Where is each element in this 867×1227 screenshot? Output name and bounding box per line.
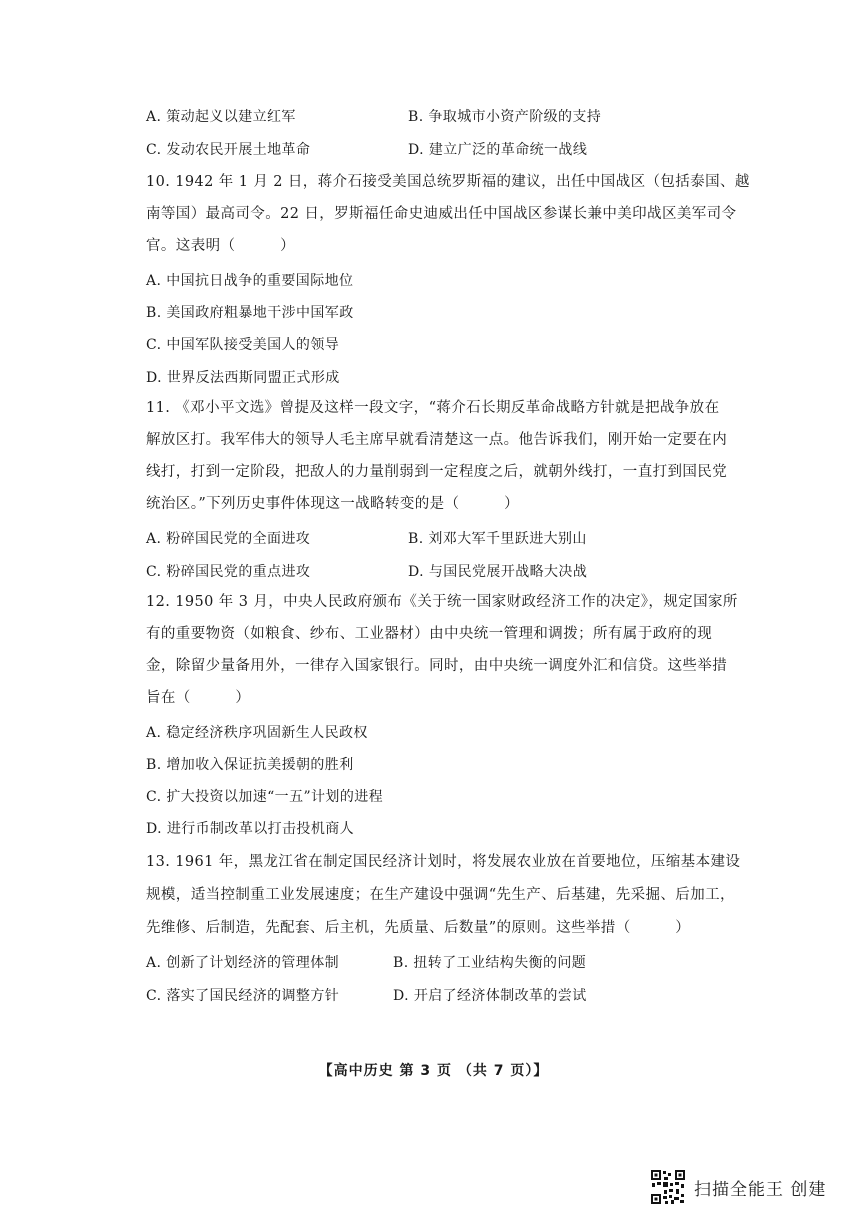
q11-option-c: C. 粉碎国民党的重点进攻 bbox=[146, 564, 311, 580]
scanner-watermark bbox=[650, 1170, 860, 1204]
page-footer: 【高中历史 第 3 页 （共 7 页）】 bbox=[318, 1063, 549, 1079]
q9-option-b: B. 争取城市小资产阶级的支持 bbox=[408, 109, 602, 125]
q9-option-a: A. 策动起义以建立红军 bbox=[146, 109, 296, 125]
q11-option-b: B. 刘邓大军千里跃进大别山 bbox=[408, 531, 587, 547]
q9-option-d: D. 建立广泛的革命统一战线 bbox=[408, 142, 588, 158]
q10-stem-line-2: 南等国）最高司令。22 日，罗斯福任命史迪威出任中国战区参谋长兼中美印战区美军司令 bbox=[146, 206, 737, 222]
q13-option-c: C. 落实了国民经济的调整方针 bbox=[146, 988, 340, 1004]
q10-option-a: A. 中国抗日战争的重要国际地位 bbox=[146, 273, 354, 289]
q10-option-d: D. 世界反法西斯同盟正式形成 bbox=[146, 370, 340, 386]
q13-option-d: D. 开启了经济体制改革的尝试 bbox=[393, 988, 587, 1004]
q12-stem-line-2: 有的重要物资（如粮食、纱布、工业器材）由中央统一管理和调拨；所有属于政府的现 bbox=[146, 626, 713, 642]
qr-code-icon bbox=[650, 1169, 686, 1205]
q12-stem-line-1: 12. 1950 年 3 月，中央人民政府颁布《关于统一国家财政经济工作的决定》，规定国家所 bbox=[146, 594, 738, 610]
q11-stem-line-3: 线打，打到一定阶段，把敌人的力量削弱到一定程度之后，就朝外线打，一直打到国民党 bbox=[146, 464, 728, 480]
q13-option-a: A. 创新了计划经济的管理体制 bbox=[146, 955, 340, 971]
q10-stem-line-3: 官。这表明（ ） bbox=[146, 238, 295, 254]
q13-stem-line-2: 规模，适当控制重工业发展速度；在生产建设中强调“先生产、后基建，先采掘、后加工， bbox=[146, 887, 735, 903]
q11-stem-line-1: 11. 《邓小平文选》曾提及这样一段文字，“蒋介石长期反革命战略方针就是把战争放在 bbox=[146, 400, 720, 416]
q11-option-d: D. 与国民党展开战略大决战 bbox=[408, 564, 588, 580]
q9-option-c: C. 发动农民开展土地革命 bbox=[146, 142, 311, 158]
watermark-text: 扫描全能王 创建 bbox=[694, 1179, 827, 1200]
q12-option-a: A. 稳定经济秩序巩固新生人民政权 bbox=[146, 725, 368, 741]
q12-option-c: C. 扩大投资以加速“一五”计划的进程 bbox=[146, 789, 384, 805]
q13-stem-line-3: 先维修、后制造，先配套、后主机，先质量、后数量”的原则。这些举措（ ） bbox=[146, 920, 691, 936]
q10-option-b: B. 美国政府粗暴地干涉中国军政 bbox=[146, 305, 354, 321]
q12-stem-line-4: 旨在（ ） bbox=[146, 690, 251, 706]
q10-stem-line-1: 10. 1942 年 1 月 2 日，蒋介石接受美国总统罗斯福的建议，出任中国战区（包括泰国、越 bbox=[146, 174, 750, 190]
q12-stem-line-3: 金，除留少量备用外，一律存入国家银行。同时，由中央统一调度外汇和信贷。这些举措 bbox=[146, 658, 728, 674]
q12-option-d: D. 进行币制改革以打击投机商人 bbox=[146, 821, 355, 837]
q12-option-b: B. 增加收入保证抗美援朝的胜利 bbox=[146, 757, 354, 773]
q13-option-b: B. 扭转了工业结构失衡的问题 bbox=[393, 955, 587, 971]
q10-option-c: C. 中国军队接受美国人的领导 bbox=[146, 337, 340, 353]
q13-stem-line-1: 13. 1961 年，黑龙江省在制定国民经济计划时，将发展农业放在首要地位，压缩基本建设 bbox=[146, 854, 741, 870]
q11-option-a: A. 粉碎国民党的全面进攻 bbox=[146, 531, 311, 547]
q11-stem-line-4: 统治区。”下列历史事件体现这一战略转变的是（ ） bbox=[146, 496, 520, 512]
q11-stem-line-2: 解放区打。我军伟大的领导人毛主席早就看清楚这一点。他告诉我们，刚开始一定要在内 bbox=[146, 432, 728, 448]
